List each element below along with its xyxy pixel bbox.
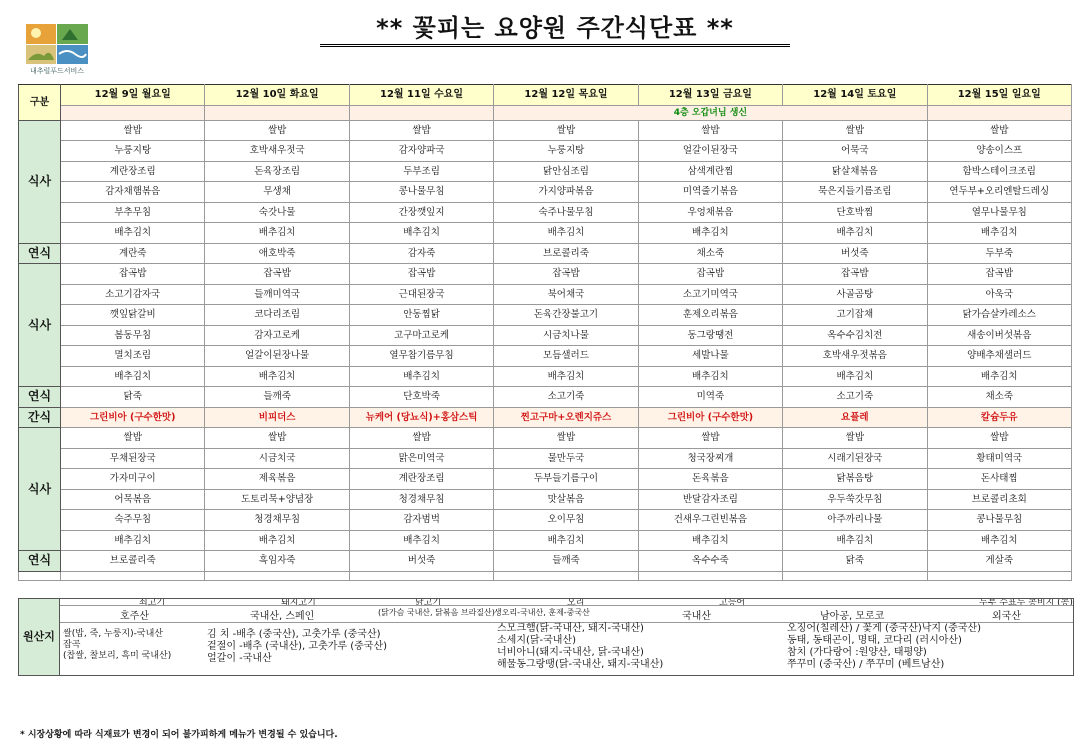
origin-value: 국내산	[682, 611, 711, 622]
menu-item: 두부죽	[927, 243, 1071, 264]
menu-item: 연두부+오리엔탈드레싱	[927, 182, 1071, 203]
menu-item: 쌀밥	[783, 428, 927, 449]
menu-item: 채소죽	[638, 243, 782, 264]
menu-item: 삼색계란찜	[638, 161, 782, 182]
menu-item: 감자죽	[349, 243, 493, 264]
lunch-row	[19, 366, 1072, 387]
origin-value: (닭가슴 국내산, 닭볶음 브라질산)	[378, 608, 495, 617]
header-label: 구분	[19, 85, 61, 121]
menu-item: 두부들기름구이	[494, 469, 638, 490]
menu-item: 소고기미역국	[638, 284, 782, 305]
menu-item: 돈육장조림	[205, 161, 349, 182]
origin-label: 원산지	[19, 599, 60, 675]
menu-item: 배추김치	[927, 366, 1071, 387]
origin-value: 호주산	[120, 611, 149, 622]
soft-diet-morning-row	[19, 243, 1072, 264]
menu-item: 새송이버섯볶음	[927, 325, 1071, 346]
menu-item: 소고기죽	[494, 387, 638, 408]
menu-item: 잡곡밥	[61, 264, 205, 285]
dinner-row	[19, 448, 1072, 469]
menu-item: 배추김치	[61, 366, 205, 387]
menu-item: 소고기죽	[783, 387, 927, 408]
menu-item: 배추김치	[61, 530, 205, 551]
menu-item: 쌀밥	[927, 120, 1071, 141]
menu-item: 돈육간장불고기	[494, 305, 638, 326]
origin-rice-line: 잡곡	[63, 640, 81, 650]
footnote: * 시장상황에 따라 식재료가 변경이 되어 불가피하게 메뉴가 변경될 수 있습니다.	[20, 730, 338, 740]
menu-item: 쌀밥	[205, 428, 349, 449]
menu-item: 쌀밥	[205, 120, 349, 141]
origin-kimchi-line: 김 치 -배추 (중국산), 고춧가루 (중국산)	[207, 629, 381, 640]
origin-processed	[497, 623, 663, 671]
menu-item: 쌀밥	[349, 428, 493, 449]
menu-item: 건새우그린빈볶음	[638, 510, 782, 531]
menu-item: 황태미역국	[927, 448, 1071, 469]
menu-item: 청경채무침	[349, 489, 493, 510]
menu-item: 양송이스프	[927, 141, 1071, 162]
menu-item: 아욱국	[927, 284, 1071, 305]
menu-item: 배추김치	[349, 223, 493, 244]
menu-item: 쌀밥	[494, 120, 638, 141]
dinner-row	[19, 510, 1072, 531]
menu-item: 가지양파볶음	[494, 182, 638, 203]
menu-item: 닭죽	[61, 387, 205, 408]
soft-diet-lunch-row	[19, 387, 1072, 408]
menu-item: 간장깻잎지	[349, 202, 493, 223]
menu-item: 물만두국	[494, 448, 638, 469]
origin-processed-line: 해물동그랑땡(닭-국내산, 돼지-국내산)	[497, 659, 664, 670]
menu-item: 깻잎닭갈비	[61, 305, 205, 326]
origin-caption: 두부 수표두 콩비지 (콩)	[979, 598, 1073, 608]
menu-item: 오이무침	[494, 510, 638, 531]
menu-item: 배추김치	[927, 223, 1071, 244]
origin-caption: 고등어	[719, 598, 746, 608]
breakfast-row	[19, 161, 1072, 182]
menu-item: 비피더스	[205, 407, 349, 428]
spacer-cell	[494, 571, 638, 580]
menu-item: 배추김치	[61, 223, 205, 244]
menu-item: 콩나물무침	[349, 182, 493, 203]
menu-item: 쌀밥	[61, 120, 205, 141]
menu-item: 미역줄기볶음	[638, 182, 782, 203]
menu-item: 숙주무침	[61, 510, 205, 531]
menu-item: 쌀밥	[638, 120, 782, 141]
menu-item: 열무나물무침	[927, 202, 1071, 223]
menu-item: 단호박찜	[783, 202, 927, 223]
lunch-label: 식사	[19, 264, 61, 387]
menu-item: 흑임자죽	[205, 551, 349, 572]
breakfast-row	[19, 120, 1072, 141]
breakfast-row	[19, 182, 1072, 203]
menu-item: 배추김치	[783, 530, 927, 551]
menu-item: 배추김치	[783, 223, 927, 244]
spacer-cell	[61, 571, 205, 580]
lunch-row	[19, 264, 1072, 285]
menu-item: 고구마고로케	[349, 325, 493, 346]
soft-diet-lunch-label: 연식	[19, 387, 61, 408]
menu-item: 묵은지들기름조림	[783, 182, 927, 203]
origin-value: 외국산	[992, 611, 1021, 622]
menu-item: 배추김치	[783, 366, 927, 387]
menu-item: 닭죽	[783, 551, 927, 572]
menu-item: 그린비아 (구수한맛)	[638, 407, 782, 428]
menu-item: 감자양파국	[349, 141, 493, 162]
menu-item: 아주까리나물	[783, 510, 927, 531]
menu-item: 멸치조림	[61, 346, 205, 367]
menu-item: 배추김치	[205, 366, 349, 387]
spacer-cell	[638, 571, 782, 580]
menu-item: 배추김치	[494, 223, 638, 244]
soft-diet-dinner-label: 연식	[19, 551, 61, 572]
breakfast-label: 식사	[19, 120, 61, 243]
menu-item: 세발나물	[638, 346, 782, 367]
menu-item: 닭안심조림	[494, 161, 638, 182]
origin-seafood-line: 오징어(칠레산) / 꽃게 (중국산)낙지 (중국산)	[787, 623, 982, 634]
lunch-row	[19, 325, 1072, 346]
menu-item: 돈사태찜	[927, 469, 1071, 490]
logo-mark-icon	[26, 24, 88, 64]
menu-item: 숙갓나물	[205, 202, 349, 223]
menu-item: 숙주나물무침	[494, 202, 638, 223]
menu-item: 배추김치	[349, 530, 493, 551]
menu-item: 열무참기름무침	[349, 346, 493, 367]
weekly-menu-table	[18, 84, 1072, 581]
menu-item: 얼갈이된장나물	[205, 346, 349, 367]
menu-item: 잡곡밥	[205, 264, 349, 285]
page-title: ** 꽃피는 요양원 주간식단표 **	[320, 8, 790, 47]
notice-cell	[205, 105, 349, 120]
menu-item: 애호박죽	[205, 243, 349, 264]
menu-item: 쌀밥	[638, 428, 782, 449]
menu-item: 호박새우젓국	[205, 141, 349, 162]
soft-diet-dinner-row	[19, 551, 1072, 572]
menu-item: 가자미구이	[61, 469, 205, 490]
menu-item: 미역죽	[638, 387, 782, 408]
menu-item: 모듬샐러드	[494, 346, 638, 367]
menu-item: 배추김치	[638, 366, 782, 387]
menu-item: 들깨죽	[494, 551, 638, 572]
dinner-label: 식사	[19, 428, 61, 551]
menu-item: 계란장조림	[349, 469, 493, 490]
menu-item: 쌀밥	[783, 120, 927, 141]
day-header: 12월 11일 수요일	[349, 85, 493, 106]
menu-item: 누룽지탕	[61, 141, 205, 162]
menu-item: 옥수수김치전	[783, 325, 927, 346]
menu-item: 계란죽	[61, 243, 205, 264]
menu-item: 쌀밥	[494, 428, 638, 449]
notice-cell	[927, 105, 1071, 120]
dinner-row	[19, 530, 1072, 551]
menu-item: 채소죽	[927, 387, 1071, 408]
menu-item: 감자범벅	[349, 510, 493, 531]
menu-item: 배추김치	[927, 530, 1071, 551]
menu-item: 호박새우젓볶음	[783, 346, 927, 367]
menu-item: 시금치나물	[494, 325, 638, 346]
spacer-cell	[205, 571, 349, 580]
menu-item: 함박스테이크조림	[927, 161, 1071, 182]
menu-item: 배추김치	[349, 366, 493, 387]
breakfast-row	[19, 202, 1072, 223]
menu-item: 얼갈이된장국	[638, 141, 782, 162]
header-row	[19, 85, 1072, 106]
day-header: 12월 9일 월요일	[61, 85, 205, 106]
spacer-cell	[927, 571, 1071, 580]
menu-item: 닭살채볶음	[783, 161, 927, 182]
birthday-notice: 4층 오갑녀님 생신	[494, 105, 927, 120]
menu-item: 배추김치	[638, 530, 782, 551]
menu-item: 요플레	[783, 407, 927, 428]
menu-item: 배추김치	[494, 366, 638, 387]
origin-section	[18, 598, 1074, 676]
menu-item: 코다리조림	[205, 305, 349, 326]
origin-caption: 쇠고기	[139, 598, 166, 608]
origin-rice	[63, 629, 171, 662]
menu-item: 무채된장국	[61, 448, 205, 469]
menu-item: 뉴케어 (당뇨식)+홍삼스틱	[349, 407, 493, 428]
menu-item: 브로콜리죽	[61, 551, 205, 572]
menu-item: 맑은미역국	[349, 448, 493, 469]
origin-seafood-line: 참치 (가다랑어 :원양산, 태평양)	[787, 647, 927, 658]
menu-item: 잡곡밥	[349, 264, 493, 285]
menu-item: 우엉채볶음	[638, 202, 782, 223]
menu-item: 게살죽	[927, 551, 1071, 572]
origin-seafood-line: 동태, 동태곤이, 명태, 코다리 (러시아산)	[787, 635, 962, 646]
menu-item: 반달감자조림	[638, 489, 782, 510]
origin-processed-line: 소세지(닭-국내산)	[497, 635, 577, 646]
dinner-row	[19, 469, 1072, 490]
dinner-row	[19, 489, 1072, 510]
menu-item: 닭볶음탕	[783, 469, 927, 490]
origin-rice-line: 쌀(밥, 죽, 누룽지)-국내산	[63, 629, 163, 639]
menu-item: 북어채국	[494, 284, 638, 305]
menu-item: 그린비아 (구수한맛)	[61, 407, 205, 428]
menu-item: 시금치국	[205, 448, 349, 469]
origin-caption: 오리	[567, 598, 585, 608]
snack-label: 간식	[19, 407, 61, 428]
breakfast-row	[19, 141, 1072, 162]
menu-item: 봄동무침	[61, 325, 205, 346]
spacer-cell	[19, 571, 61, 580]
menu-item: 칼슘두유	[927, 407, 1071, 428]
menu-item: 돈육볶음	[638, 469, 782, 490]
origin-kimchi-line: 얼갈이 -국내산	[207, 653, 272, 664]
menu-item: 쌀밥	[61, 428, 205, 449]
day-header: 12월 14일 토요일	[783, 85, 927, 106]
origin-seafood-line: 쭈꾸미 (중국산) / 쭈꾸미 (베트남산)	[787, 659, 945, 670]
origin-caption: 닭고기	[415, 598, 442, 608]
spacer-cell	[349, 571, 493, 580]
menu-item: 어묵국	[783, 141, 927, 162]
menu-item: 쌀밥	[927, 428, 1071, 449]
notice-row	[19, 105, 1072, 120]
menu-item: 누룽지탕	[494, 141, 638, 162]
menu-item: 부추무침	[61, 202, 205, 223]
menu-item: 청경채무침	[205, 510, 349, 531]
menu-item: 맛살볶음	[494, 489, 638, 510]
menu-item: 브로콜리죽	[494, 243, 638, 264]
menu-item: 찐고구마+오렌지쥬스	[494, 407, 638, 428]
menu-item: 감자고로케	[205, 325, 349, 346]
lunch-row	[19, 346, 1072, 367]
origin-value: 생오리-국내산, 훈제-중국산	[494, 608, 590, 617]
breakfast-row	[19, 223, 1072, 244]
menu-item: 양배추채샐러드	[927, 346, 1071, 367]
menu-item: 잡곡밥	[783, 264, 927, 285]
spacer-row	[19, 571, 1072, 580]
menu-item: 소고기감자국	[61, 284, 205, 305]
snack-row	[19, 407, 1072, 428]
menu-item: 브로콜리초회	[927, 489, 1071, 510]
soft-diet-morning-label: 연식	[19, 243, 61, 264]
lunch-row	[19, 284, 1072, 305]
dinner-row	[19, 428, 1072, 449]
logo-text: 내추럴푸드서비스	[29, 67, 85, 75]
menu-item: 청국장찌개	[638, 448, 782, 469]
menu-item: 닭가슴살카레소스	[927, 305, 1071, 326]
menu-item: 도토리묵+양념장	[205, 489, 349, 510]
origin-rice-line: (찹쌀, 찰보리, 흑미 국내산)	[63, 651, 172, 661]
day-header: 12월 10일 화요일	[205, 85, 349, 106]
origin-processed-line: 너비아니(돼지-국내산, 닭-국내산)	[497, 647, 644, 658]
menu-item: 동그랑땡전	[638, 325, 782, 346]
menu-item: 옥수수죽	[638, 551, 782, 572]
menu-item: 안동찜닭	[349, 305, 493, 326]
menu-item: 우두쑥갓무침	[783, 489, 927, 510]
menu-item: 배추김치	[205, 530, 349, 551]
menu-item: 배추김치	[494, 530, 638, 551]
spacer-cell	[783, 571, 927, 580]
menu-item: 시래기된장국	[783, 448, 927, 469]
origin-processed-line: 스모크햄(닭-국내산, 돼지-국내산)	[497, 623, 644, 634]
day-header: 12월 13일 금요일	[638, 85, 782, 106]
menu-item: 어묵볶음	[61, 489, 205, 510]
origin-value: 국내산, 스페인	[250, 611, 315, 622]
menu-item: 제육볶음	[205, 469, 349, 490]
menu-item: 계란장조림	[61, 161, 205, 182]
day-header: 12월 12일 목요일	[494, 85, 638, 106]
notice-cell	[349, 105, 493, 120]
menu-item: 감자채햄볶음	[61, 182, 205, 203]
origin-seafood	[787, 623, 981, 671]
origin-caption: 돼지고기	[281, 598, 316, 608]
menu-item: 콩나물무침	[927, 510, 1071, 531]
day-header: 12월 15일 일요일	[927, 85, 1071, 106]
menu-item: 들깨죽	[205, 387, 349, 408]
lunch-row	[19, 305, 1072, 326]
notice-cell	[61, 105, 205, 120]
menu-item: 훈제오리볶음	[638, 305, 782, 326]
menu-item: 배추김치	[205, 223, 349, 244]
menu-item: 잡곡밥	[494, 264, 638, 285]
menu-item: 배추김치	[638, 223, 782, 244]
origin-kimchi	[207, 629, 387, 665]
menu-item: 근대된장국	[349, 284, 493, 305]
menu-item: 버섯죽	[349, 551, 493, 572]
menu-item: 잡곡밥	[927, 264, 1071, 285]
menu-item: 버섯죽	[783, 243, 927, 264]
menu-item: 잡곡밥	[638, 264, 782, 285]
menu-item: 단호박죽	[349, 387, 493, 408]
origin-kimchi-line: 겉절이 -배추 (국내산), 고춧가루 (중국산)	[207, 641, 388, 652]
company-logo	[22, 22, 90, 78]
menu-item: 고기잡채	[783, 305, 927, 326]
menu-item: 들깨미역국	[205, 284, 349, 305]
menu-item: 두부조림	[349, 161, 493, 182]
menu-item: 무생채	[205, 182, 349, 203]
origin-value: 남아공, 모로코	[820, 611, 885, 622]
menu-item: 쌀밥	[349, 120, 493, 141]
origin-meat-row	[60, 605, 1073, 623]
menu-item: 사골곰탕	[783, 284, 927, 305]
